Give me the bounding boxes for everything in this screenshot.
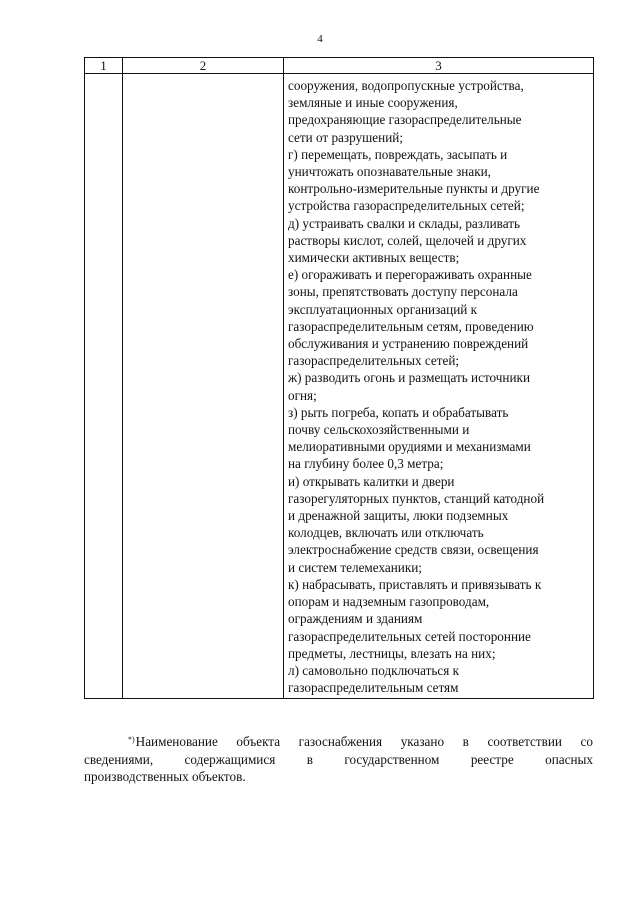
prohibition-item-k: к) набрасывать, приставлять и привязывать к	[288, 576, 542, 592]
table-cell-col1	[85, 74, 123, 699]
prohibition-text-line: эксплуатационных организаций к	[288, 301, 478, 317]
prohibition-text-line: химически активных веществ;	[288, 250, 460, 266]
footnote-line	[84, 733, 593, 751]
prohibition-text-line: земляные и иные сооружения,	[288, 95, 458, 111]
prohibition-text-line: колодцев, включать или отключать	[288, 525, 484, 541]
footnote-word: опасных	[545, 751, 593, 767]
prohibition-text-line: ограждениям и зданиям	[288, 611, 423, 627]
column-header-3: 3	[284, 58, 594, 74]
prohibition-text-line: предметы, лестницы, влезать на них;	[288, 645, 496, 661]
prohibition-text-line: и дренажной защиты, люки подземных	[288, 508, 509, 524]
footnote-word: указано	[400, 734, 445, 749]
prohibition-text-line: газораспределительным сетям	[288, 680, 459, 696]
table-row	[85, 74, 594, 699]
prohibition-item-e: е) огораживать и перегораживать охранные	[288, 267, 532, 283]
prohibition-text-line: мелиоративными орудиями и механизмами	[288, 439, 531, 455]
prohibition-text-line: огня;	[288, 387, 317, 403]
prohibition-text-line: почву сельскохозяйственными и	[288, 422, 470, 438]
table-cell-col3	[284, 74, 594, 699]
footnote-word: газоснабжения	[298, 734, 383, 749]
document-table	[84, 57, 594, 699]
prohibition-text-line: опорам и надземным газопроводам,	[288, 594, 490, 610]
table-header-row	[85, 58, 594, 74]
footnote-word: соответствии	[487, 734, 562, 749]
footnote-word: реестре	[470, 751, 514, 767]
footnote-marker: *)	[128, 735, 135, 744]
prohibition-item-zh: ж) разводить огонь и размещать источники	[288, 370, 531, 386]
prohibition-text-line: контрольно-измерительные пункты и другие	[288, 181, 540, 197]
table-cell-col2	[123, 74, 284, 699]
prohibition-text-line: электроснабжение средств связи, освещения	[288, 542, 539, 558]
footnote-line	[84, 751, 593, 769]
prohibition-text-line: предохраняющие газораспределительные	[288, 112, 522, 128]
column-header-2: 2	[123, 58, 284, 74]
column-header-1: 1	[85, 58, 123, 74]
prohibition-text-line: устройства газораспределительных сетей;	[288, 198, 525, 214]
prohibition-item-z: з) рыть погреба, копать и обрабатывать	[288, 404, 509, 420]
footnote-word: сведениями,	[84, 751, 154, 767]
prohibition-text-line: сооружения, водопропускные устройства,	[288, 78, 524, 93]
footnote-word: содержащимися	[184, 751, 276, 767]
prohibition-text-line: зоны, препятствовать доступу персонала	[288, 284, 518, 300]
page-number: 4	[317, 33, 323, 45]
prohibition-text-line: газорегуляторных пунктов, станций катодной	[288, 490, 545, 506]
prohibition-text-line: газораспределительных сетей посторонние	[288, 628, 531, 644]
prohibition-text-line: газораспределительных сетей;	[288, 353, 460, 369]
footnote-word: в	[306, 751, 313, 767]
prohibition-text-line: и систем телемеханики;	[288, 559, 422, 575]
prohibition-text-line: на глубину более 0,3 метра;	[288, 456, 444, 472]
footnote-word: производственных объектов.	[84, 769, 246, 784]
footnote-word: со	[580, 734, 593, 749]
footnote-word: *)Наименование	[128, 734, 218, 749]
prohibition-item-l: л) самовольно подключаться к	[288, 662, 460, 678]
prohibition-text-line: сети от разрушений;	[288, 129, 403, 145]
footnote-line	[84, 768, 593, 786]
prohibition-text-line: растворы кислот, солей, щелочей и других	[288, 232, 527, 248]
footnote	[84, 733, 593, 786]
prohibition-text-line: уничтожать опознавательные знаки,	[288, 164, 491, 180]
prohibition-text-line: газораспределительным сетям, проведению	[288, 318, 534, 334]
footnote-word: в	[462, 734, 469, 749]
prohibition-text-line: обслуживания и устранению повреждений	[288, 336, 529, 352]
prohibition-item-i: и) открывать калитки и двери	[288, 473, 455, 489]
footnote-word: государственном	[344, 751, 440, 767]
footnote-word: объекта	[236, 734, 281, 749]
prohibition-item-d: д) устраивать свалки и склады, разливать	[288, 215, 520, 231]
prohibition-item-g: г) перемещать, повреждать, засыпать и	[288, 146, 508, 162]
